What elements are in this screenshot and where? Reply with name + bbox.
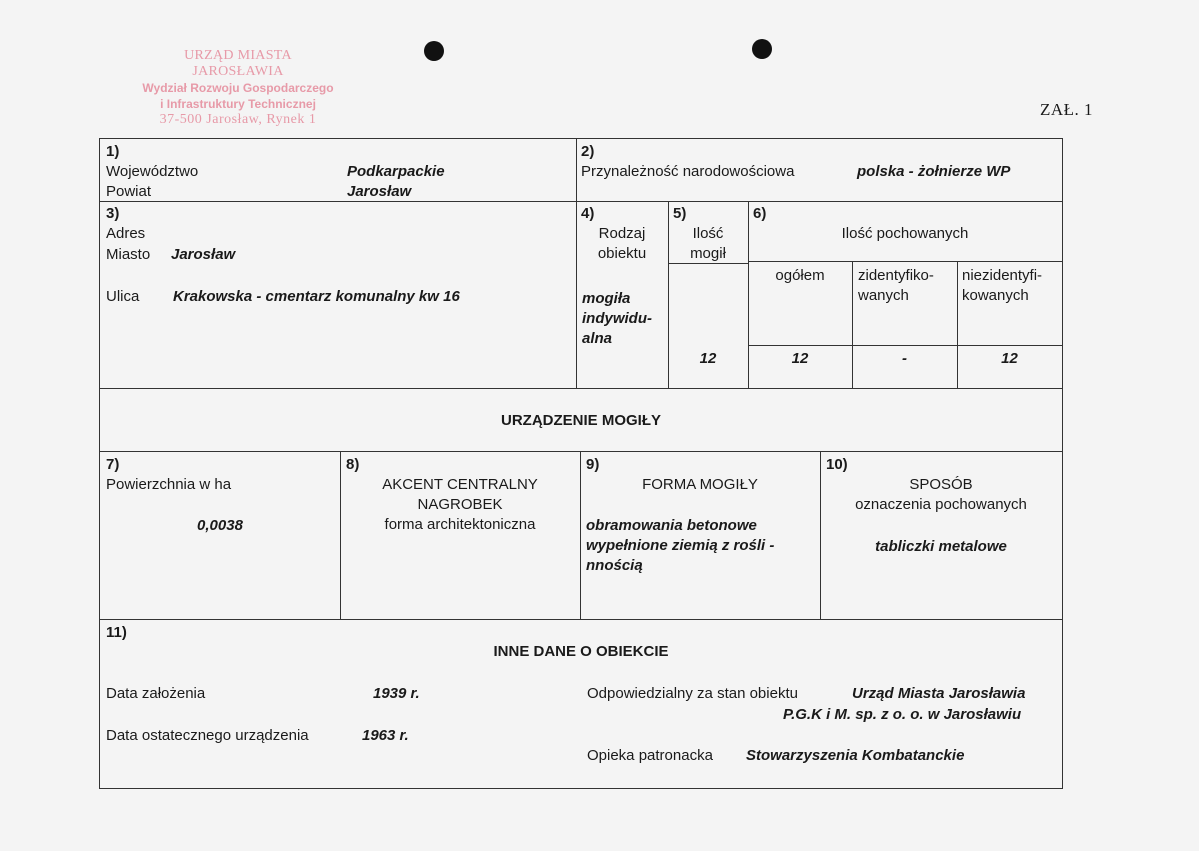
buried-unidentified-value: 12 xyxy=(1001,350,1018,367)
section-9-number: 9) xyxy=(586,456,600,473)
voivodeship-label: Województwo xyxy=(106,163,199,180)
nationality-value: polska - żołnierze WP xyxy=(857,163,1011,180)
buried-total-value: 12 xyxy=(791,350,809,367)
row-divider xyxy=(100,201,1062,202)
object-type-value-2: indywidu- xyxy=(582,310,652,327)
buried-identified-value: - xyxy=(902,350,907,367)
buried-count-label: Ilość pochowanych xyxy=(841,225,969,242)
stamp-line-2: Wydział Rozwoju Gospodarczego xyxy=(142,81,334,95)
architectural-form-label: forma architektoniczna xyxy=(384,516,536,533)
section-3-number: 3) xyxy=(106,205,120,222)
grave-form-value-1: obramowania betonowe xyxy=(586,517,757,534)
section-10-number: 10) xyxy=(826,456,848,473)
section-7-number: 7) xyxy=(106,456,120,473)
street-label: Ulica xyxy=(106,288,140,305)
grave-form-label: FORMA MOGIŁY xyxy=(642,476,758,493)
office-stamp xyxy=(138,48,338,128)
buried-unidentified-header-2: kowanych xyxy=(962,287,1029,304)
graves-count-value: 12 xyxy=(699,350,717,367)
grave-form-value-2: wypełnione ziemią z rośli - xyxy=(586,537,775,554)
attachment-label: ZAŁ. 1 xyxy=(1040,100,1094,119)
object-type-value-3: alna xyxy=(582,330,613,347)
punch-hole-left xyxy=(424,41,444,61)
city-value: Jarosław xyxy=(171,246,236,263)
row-divider xyxy=(100,619,1062,620)
grave-arrangement-title: URZĄDZENIE MOGIŁY xyxy=(501,412,661,429)
object-type-value-1: mogiła xyxy=(582,290,631,307)
last-arrangement-label: Data ostatecznego urządzenia xyxy=(106,727,309,744)
marking-method-label-2: oznaczenia pochowanych xyxy=(855,496,1027,513)
voivodeship-value: Podkarpackie xyxy=(347,163,445,180)
address-label: Adres xyxy=(106,225,146,242)
county-label: Powiat xyxy=(106,183,152,200)
marking-method-value: tabliczki metalowe xyxy=(875,538,1007,555)
area-label: Powierzchnia w ha xyxy=(106,476,232,493)
buried-total-header: ogółem xyxy=(775,267,825,284)
buried-identified-header-2: wanych xyxy=(858,287,909,304)
responsible-label: Odpowiedzialny za stan obiektu xyxy=(587,685,798,702)
grave-form-value-3: nnością xyxy=(586,557,643,574)
area-value: 0,0038 xyxy=(197,517,243,534)
county-value: Jarosław xyxy=(347,183,412,200)
grave-record-form xyxy=(99,138,1063,789)
patronage-label: Opieka patronacka xyxy=(587,747,713,764)
responsible-value-2: P.G.K i M. sp. z o. o. w Jarosławiu xyxy=(783,706,1022,723)
city-label: Miasto xyxy=(106,246,151,263)
section-5-number: 5) xyxy=(673,205,687,222)
row-divider xyxy=(748,345,1062,346)
row-divider xyxy=(100,388,1062,389)
founded-date-label: Data założenia xyxy=(106,685,206,702)
buried-unidentified-header-1: niezidentyfi- xyxy=(962,267,1043,284)
graves-count-label-2: mogił xyxy=(690,245,726,262)
object-type-label-1: Rodzaj xyxy=(598,225,646,242)
marking-method-label-1: SPOSÓB xyxy=(909,476,973,493)
section-4-number: 4) xyxy=(581,205,595,222)
graves-count-label-1: Ilość xyxy=(692,225,724,242)
other-data-title: INNE DANE O OBIEKCIE xyxy=(493,643,669,660)
nationality-label: Przynależność narodowościowa xyxy=(581,163,795,180)
section-2-number: 2) xyxy=(581,143,595,160)
stamp-line-3: i Infrastruktury Technicznej xyxy=(160,97,316,111)
buried-identified-header-1: zidentyfiko- xyxy=(858,267,934,284)
stamp-line-4: 37-500 Jarosław, Rynek 1 xyxy=(159,112,317,127)
section-11-number: 11) xyxy=(106,624,127,641)
patronage-value: Stowarzyszenia Kombatanckie xyxy=(746,747,965,764)
punch-hole-right xyxy=(752,39,772,59)
section-6-number: 6) xyxy=(753,205,767,222)
stamp-line-1: URZĄD MIASTA JAROSŁAWIA xyxy=(184,48,292,79)
central-accent-label: AKCENT CENTRALNY xyxy=(382,476,538,493)
section-8-number: 8) xyxy=(346,456,360,473)
section-1-number: 1) xyxy=(106,143,120,160)
object-type-label-2: obiektu xyxy=(597,245,647,262)
last-arrangement-value: 1963 r. xyxy=(362,727,409,744)
row-divider xyxy=(100,451,1062,452)
tombstone-label: NAGROBEK xyxy=(417,496,503,513)
responsible-value-1: Urząd Miasta Jarosławia xyxy=(852,685,1026,702)
founded-date-value: 1939 r. xyxy=(373,685,420,702)
street-value: Krakowska - cmentarz komunalny kw 16 xyxy=(173,288,460,305)
row-divider xyxy=(748,261,1062,262)
